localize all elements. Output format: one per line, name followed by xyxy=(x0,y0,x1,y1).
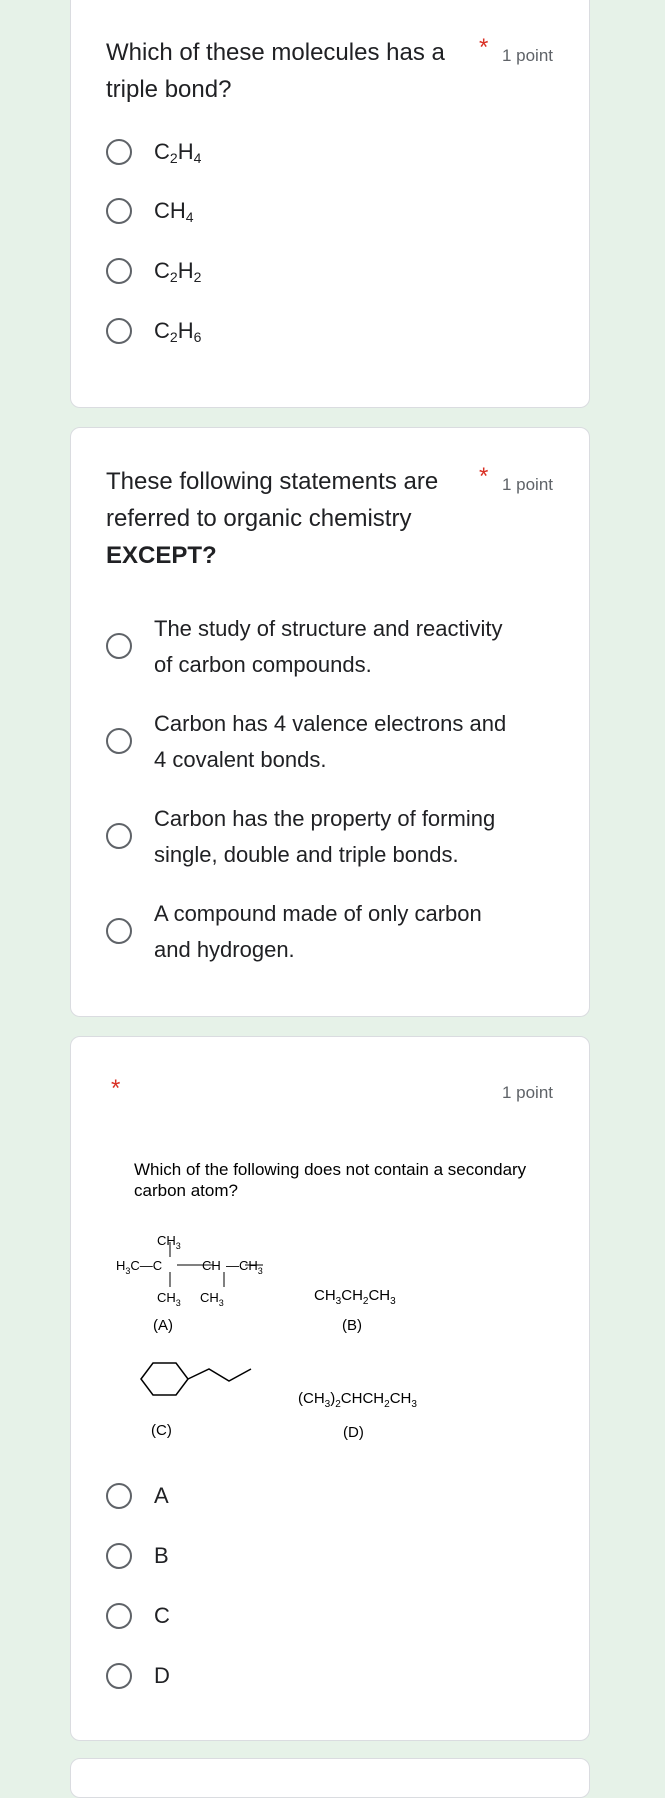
question-card-1 xyxy=(70,0,590,408)
option-label: A compound made of only carbon and hydrogen. xyxy=(154,901,482,962)
radio-button[interactable] xyxy=(106,1603,132,1629)
required-star: * xyxy=(479,463,489,490)
question-card-2 xyxy=(70,427,590,1017)
required-star: * xyxy=(479,34,489,61)
structure-a-h3c: $H_3C—C$ xyxy=(116,1258,163,1276)
question-title-line: triple bond? xyxy=(106,76,232,103)
structure-a-bonds xyxy=(111,1227,311,1327)
question-title-line: Which of these molecules has a xyxy=(106,39,445,66)
radio-button[interactable] xyxy=(106,1663,132,1689)
points-label: 1 point xyxy=(501,475,553,494)
option-label: B xyxy=(154,1543,169,1568)
structure-a-ch: CH xyxy=(202,1258,221,1273)
structure-c-ring xyxy=(131,1357,261,1417)
radio-button[interactable] xyxy=(106,633,132,659)
radio-button[interactable] xyxy=(106,258,132,284)
option-label: $C_2H_6$ xyxy=(154,318,202,345)
structure-b-label: (B) xyxy=(342,1317,362,1334)
next-question-card xyxy=(70,1758,590,1798)
question-title-line: referred to organic chemistry xyxy=(106,505,412,532)
option-label: Carbon has 4 valence electrons and 4 covalent bonds. xyxy=(154,711,507,772)
structure-b-formula: $CH_3CH_2CH_3$ xyxy=(314,1287,396,1307)
option-label: $C_2H_4$ xyxy=(154,139,202,166)
radio-button[interactable] xyxy=(106,139,132,165)
required-star: * xyxy=(111,1075,121,1102)
structure-d-label: (D) xyxy=(343,1424,364,1441)
option-label: $C_2H_2$ xyxy=(154,258,202,285)
structure-a-ch3-right: $—CH_3$ xyxy=(226,1258,263,1276)
structure-a-ch3-top: $CH_3$ xyxy=(157,1233,181,1251)
radio-button[interactable] xyxy=(106,918,132,944)
question-title-line: EXCEPT? xyxy=(106,542,217,569)
radio-button[interactable] xyxy=(106,198,132,224)
points-label: 1 point xyxy=(501,1083,553,1102)
option-label: $CH_4$ xyxy=(154,198,194,225)
question-title xyxy=(106,463,476,574)
question-card-3 xyxy=(70,1036,590,1741)
question-image-text: Which of the following does not contain a secondary carbon atom? xyxy=(134,1160,527,1200)
option-label: C xyxy=(154,1603,170,1628)
option-label: Carbon has the property of forming single, double and triple bonds. xyxy=(154,806,496,867)
radio-button[interactable] xyxy=(106,728,132,754)
radio-button[interactable] xyxy=(106,1483,132,1509)
question-title-line: These following statements are xyxy=(106,468,439,495)
structure-a-ch3-bottom2: $CH_3$ xyxy=(200,1290,224,1308)
structure-a-label: (A) xyxy=(153,1317,173,1334)
question-title xyxy=(106,34,476,108)
radio-button[interactable] xyxy=(106,1543,132,1569)
option-label: A xyxy=(154,1483,169,1508)
points-label: 1 point xyxy=(501,46,553,65)
structure-c-label: (C) xyxy=(151,1422,172,1439)
structure-a-ch3-bottom1: $CH_3$ xyxy=(157,1290,181,1308)
radio-button[interactable] xyxy=(106,823,132,849)
option-label: The study of structure and reactivity of carbon compounds. xyxy=(154,616,503,677)
option-label: D xyxy=(154,1663,170,1688)
radio-button[interactable] xyxy=(106,318,132,344)
structure-d-formula: $(CH_3)_2CHCH_2CH_3$ xyxy=(298,1390,417,1410)
